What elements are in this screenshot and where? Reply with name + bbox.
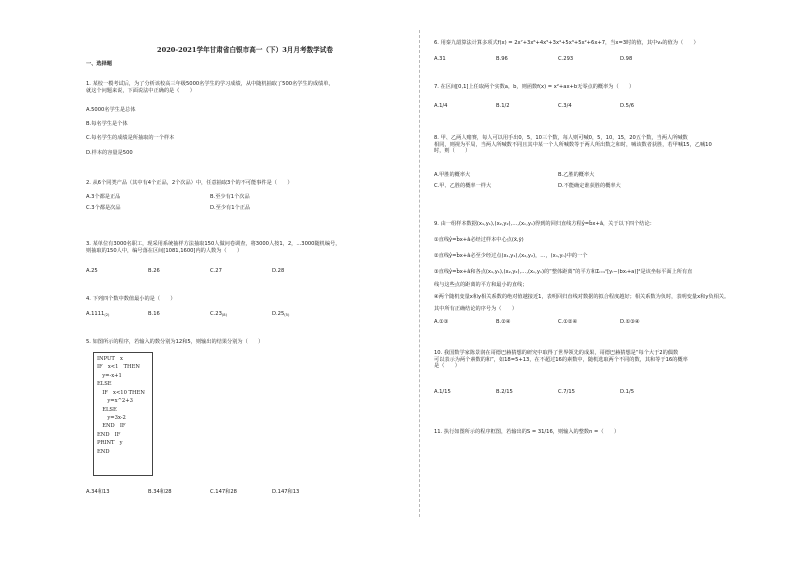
question-6-option-d: D.98 — [620, 56, 633, 62]
question-4-option-a-base: (2) — [104, 313, 110, 317]
question-4-option-c — [210, 311, 272, 318]
question-5-option-b: B.34和28 — [148, 489, 172, 495]
question-8-options-row-2 — [434, 183, 744, 190]
code-line: ELSE — [97, 406, 117, 413]
question-8-option-b: B.乙胜的概率大 — [558, 172, 595, 178]
question-4-options — [86, 311, 386, 318]
question-1-option-b: B.每名学生是个体 — [86, 121, 128, 127]
question-8-options-row-1 — [434, 172, 744, 179]
question-8-stem-line-2: 相同，则视为平局，当两人所喊数不同且其中某一个人所喊数等于两人所出数之和时，喊该数者获胜，若甲喊15，乙喊10 — [434, 141, 712, 148]
question-9-statement-4: ④两个随机变量x和y相关系数的绝对值越接近1，表明回归直线对数据的拟合程度越好；相关系数为负时，表明变量x和y负相关。 — [434, 294, 730, 300]
section-heading: 一、选择题 — [86, 61, 112, 67]
question-2-options-row-1 — [86, 194, 386, 201]
code-line: IF x<1 THEN — [97, 364, 140, 371]
question-1-stem-line-2: 就这个问题来说，下面说法中正确的是（ ） — [86, 87, 195, 94]
question-9-statement-1: ①直线ŷ=b̂x+â必经过样本中心点(x̄,ȳ) — [434, 237, 524, 243]
question-6-option-a: A.31 — [434, 56, 446, 62]
question-6-stem: 6. 用秦九韶算法计算多项式f(x) = 2x⁷+3x⁶+4x⁵+3x⁴+5x³+5x²+6x+7，当x=3时的值，其中v₂的值为（ ） — [434, 40, 699, 46]
question-9-option-d: D.①③④ — [620, 319, 640, 325]
program-code-box — [93, 352, 153, 476]
question-9-question: 其中所有正确结论的序号为（ ） — [434, 306, 518, 312]
question-4-option-a-text: A.1111 — [86, 311, 105, 317]
question-8-stem-line-3: 时，则（ ） — [434, 148, 471, 154]
code-line: END — [97, 448, 110, 455]
question-8-stem-line-1: 8. 甲、乙两人赌赛，每人可以用手出0，5，10三个数，每人则可喊0，5，10，15，20五个数，当两人所喊数 — [434, 135, 688, 141]
question-9-option-a: A.①③ — [434, 319, 449, 325]
question-6-options — [434, 56, 744, 63]
question-9-statement-3-cont: 线与这些点的距离的平方和最小的直线； — [434, 282, 528, 288]
question-7-options — [434, 103, 744, 110]
question-1 — [86, 81, 404, 94]
question-3-option-c: C.27 — [210, 268, 222, 274]
question-5-options — [86, 489, 386, 496]
question-2-option-a: A.3个都是正品 — [86, 194, 121, 200]
question-4-option-d — [272, 311, 289, 318]
question-4-option-c-text: C.23 — [210, 311, 222, 317]
code-line: END IF — [97, 423, 126, 430]
code-line: INPUT x — [97, 356, 123, 362]
question-10-stem-line-1: 10. 我国数学家陈景润在哥德巴赫猜想的研究中取得了世界领先的成果，哥德巴赫猜想是“每个大于2的偶数 — [434, 350, 679, 356]
question-4-stem: 4. 下列四个数中数值最小的是（ ） — [86, 296, 176, 302]
question-7-stem: 7. 在区间[0,1]上任取两个实数a，b，则函数f(x) = x²+ax+b无零点的概率为（ ） — [434, 84, 635, 90]
question-1-option-a: A.5000名学生是总体 — [86, 107, 136, 113]
question-2-stem: 2. 从6个同类产品（其中有4个正品，2个次品）中，任意抽取3个的不可能事件是（ ） — [86, 180, 293, 186]
question-4-option-d-text: D.25 — [272, 311, 285, 317]
question-7-option-b: B.1/2 — [496, 103, 510, 109]
question-3-option-a: A.25 — [86, 268, 98, 274]
code-line: PRINT y — [97, 440, 123, 447]
code-line: END IF — [97, 431, 121, 438]
question-8 — [434, 135, 759, 155]
question-9-option-b: B.②④ — [496, 319, 511, 325]
question-10-stem-line-3: 是（ ） — [434, 363, 460, 369]
question-3 — [86, 241, 404, 254]
question-3-stem-line-1: 3. 某单位有3000名职工，现采用系统抽样方法抽取150人做问卷调查，将3000人按1，2，...3000随机编号， — [86, 241, 341, 247]
question-10-option-d: D.1/5 — [620, 389, 634, 395]
question-5-option-a: A.34和13 — [86, 489, 110, 495]
question-8-option-c: C.甲、乙胜的概率一样大 — [434, 183, 492, 189]
question-10-option-c: C.7/15 — [558, 389, 575, 395]
question-9-statement-2: ②直线ŷ=b̂x+â必至少经过点(x₁,y₁),(x₂,y₂)，…，(xₙ,yₙ)中的一个 — [434, 253, 588, 259]
question-6-option-c: C.293 — [558, 56, 574, 62]
question-1-stem-line-1: 1. 某校一模考试后，为了分析该校高三年级5000名学生的学习成绩，从中随机抽取了500名学生的成绩单， — [86, 81, 334, 87]
question-10-options — [434, 389, 744, 396]
column-divider — [419, 30, 420, 517]
question-10 — [434, 350, 759, 370]
question-10-option-b: B.2/15 — [496, 389, 513, 395]
question-10-option-a: A.1/15 — [434, 389, 451, 395]
question-5-option-d: D.147和13 — [272, 489, 300, 495]
question-2-option-d: D.至少有1个正品 — [210, 205, 251, 211]
question-2-option-c: C.3个都是次品 — [86, 205, 121, 211]
code-line: y=3x-2 — [97, 414, 126, 421]
question-6-option-b: B.96 — [496, 56, 508, 62]
question-3-option-b: B.26 — [148, 268, 160, 274]
question-9-option-c: C.①②④ — [558, 319, 578, 325]
question-2-options-row-2 — [86, 205, 386, 212]
question-4-option-a — [86, 311, 148, 318]
question-9-statement-3: ③直线ŷ=b̂x+â和各点(x₁,y₁),(x₂,y₂),…,(xₙ,yₙ)的“整体距离”的平方和Σᵢ₌₁ⁿ[yᵢ−(bxᵢ+a)]²是该坐标平面上所有直 — [434, 269, 693, 275]
question-4-option-c-base: (8) — [221, 313, 227, 317]
question-9-stem: 9. 由一组样本数据(x₁,y₁),(x₂,y₂),…,(xₙ,yₙ)得到的回归直线方程ŷ=b̂x+â，关于以下四个结论： — [434, 221, 655, 227]
question-3-option-d: D.28 — [272, 268, 285, 274]
question-10-stem-line-2: 可以表示为两个素数的和”，如18=5+13，在不超过16的素数中，随机选取两个不同的数，其和等于16的概率 — [434, 356, 688, 363]
question-8-option-d: D.不能确定谁获胜的概率大 — [558, 183, 621, 189]
page-title: 2020-2021学年甘肃省白银市高一（下）3月月考数学试卷 — [157, 46, 333, 54]
question-1-option-d: D.样本的容量是500 — [86, 150, 133, 156]
question-7-option-c: C.3/4 — [558, 103, 572, 109]
code-line: y=-x+1 — [97, 372, 122, 379]
question-2-option-b: B.至少有1个次品 — [210, 194, 250, 200]
code-line: y=x^2+3 — [97, 398, 133, 405]
question-11-stem: 11. 执行如图所示的程序框图，若输出的S = 31/16，则输入的整数n =（ ） — [434, 429, 620, 435]
question-3-options — [86, 268, 386, 275]
question-7-option-a: A.1/4 — [434, 103, 448, 109]
code-line: IF x<10 THEN — [97, 389, 145, 396]
question-4-option-b: B.16 — [148, 311, 160, 317]
question-7-option-d: D.5/6 — [620, 103, 634, 109]
question-8-option-a: A.甲胜的概率大 — [434, 172, 471, 178]
question-4-option-d-base: (5) — [284, 313, 290, 317]
question-9-options — [434, 319, 744, 326]
question-5-option-c: C.147和28 — [210, 489, 237, 495]
code-line: ELSE — [97, 381, 112, 388]
question-1-option-c: C.每名学生的成绩是所抽取的一个样本 — [86, 135, 175, 141]
question-3-stem-line-2: 则抽取的150人中，编号落在区间[1081,1600]内的人数为（ ） — [86, 247, 243, 254]
question-5-stem: 5. 如图所示的程序，若输入的数分别为12和5，则输出的结果分别为（ ） — [86, 339, 264, 345]
